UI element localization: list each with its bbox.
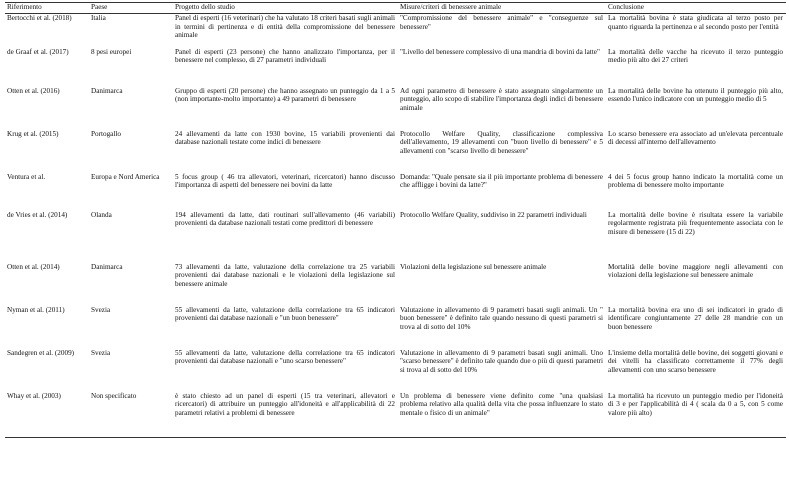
cell-measures: Violazioni della legislazione sul benessere animale (400, 262, 547, 271)
cell-conclusion: Mortalità delle bovine maggiore negli allevamenti con violazioni della legislazione sul benessere animale (608, 262, 783, 280)
cell-design: 55 allevamenti da latte, valutazione della correlazione tra 65 indicatori provenienti dai database nazionali e "uno scarso benessere" (175, 348, 395, 366)
cell-country: 8 pesi europei (91, 47, 132, 56)
header-misure: Misure/criteri di benessere animale (398, 3, 606, 14)
cell-reference: Nyman et al. (2011) (7, 305, 65, 314)
cell-measures: Ad ogni parametro di benessere è stato assegnato singolarmente un punteggio, allo scopo di stabilire l'importanza degli indici di benessere animale (400, 86, 603, 112)
cell-conclusion: La mortalità ha ricevuto un punteggio medio per l'idoneità di 3 e per l'applicabilità di 4 ( scala da 0 a 5, con 5 come valore più alto) (606, 392, 786, 438)
cell-design: 55 allevamenti da latte, valutazione della correlazione tra 65 indicatori provenienti dai database nazionali e "un buon benessere" (175, 305, 395, 323)
header-paese: Paese (89, 3, 173, 14)
cell-measures: Protocollo Welfare Quality, suddiviso in 22 parametri individuali (400, 210, 587, 219)
cell-country: Non specificato (89, 392, 173, 438)
cell-reference: Bertocchi et al. (2018) (7, 14, 72, 22)
header-riferimento: Riferimento (5, 3, 89, 14)
cell-country: Europa e Nord America (91, 172, 160, 181)
cell-country: Italia (91, 14, 106, 22)
cell-conclusion: La mortalità bovina è stata giudicata al terzo posto per quanto riguarda la pertinenza e al secondo posto per l'entità (608, 14, 783, 31)
table-row (5, 48, 786, 87)
cell-design: 194 allevamenti da latte, dati routinari sull'allevamento (46 variabili) provenienti da database nazionali testati come predittori di benessere (175, 210, 395, 228)
cell-country: Danimarca (91, 262, 123, 271)
cell-reference: de Vries et al. (2014) (7, 210, 68, 219)
table-row (5, 130, 786, 173)
cell-design: Gruppo di esperti (20 persone) che hanno assegnato un punteggio da 1 a 5 (non importante-molto importante) a 49 parametri di benessere (175, 86, 395, 104)
cell-measures: Valutazione in allevamento di 9 parametri basati sugli animali. Un " buon benessere" è definito tale quando nessuno di questi parametri si trova al di sotto del 10% (400, 305, 603, 331)
cell-design: Panel di esperti (23 persone) che hanno analizzato l'importanza, per il benessere nel complesso, di 27 parametri individuali (175, 47, 395, 65)
cell-design: 73 allevamenti da latte, valutazione della correlazione tra 25 variabili provenienti dai database nazionali e le violazioni della legislazione sul benessere animale (175, 262, 395, 288)
cell-conclusion: Lo scarso benessere era associato ad un'elevata percentuale di decessi all'interno dell'allevamento (608, 129, 783, 147)
cell-reference: Sandegren et al. (2009) (7, 348, 75, 357)
cell-measures: "Compromissione del benessere animale" e "conseguenze sul benessere" (400, 14, 603, 31)
table-row (5, 87, 786, 130)
cell-conclusion: La mortalità delle bovine ha ottenuto il punteggio più alto, essendo l'unico indicatore con un punteggio medio di 5 (608, 86, 783, 104)
document (5, 2, 786, 438)
cell-design: Panel di esperti (16 veterinari) che ha valutato 18 criteri basati sugli animali in termini di pertinenza e di entità della compromissione del benessere animale (175, 14, 395, 40)
table-row (5, 263, 786, 306)
cell-reference: Whay et al. (2003) (5, 392, 89, 438)
cell-conclusion: L'insieme della mortalità delle bovine, dei soggetti giovani e dei vitelli ha classificato correttamente il 77% degli allevamenti con uno scarso benessere (608, 348, 783, 374)
cell-country: Svezia (91, 348, 111, 357)
cell-reference: Ventura et al. (7, 172, 46, 181)
cell-design: 24 allevamenti da latte con 1930 bovine, 15 variabili provenienti dai database nazionali testate come indici di benessere (175, 129, 395, 147)
table-row (5, 14, 786, 48)
header-progetto: Progetto dello studio (173, 3, 398, 14)
cell-country: Olanda (91, 210, 112, 219)
table-row (5, 306, 786, 349)
cell-reference: Krug et al. (2015) (7, 129, 59, 138)
table-row (5, 173, 786, 211)
cell-design: è stato chiesto ad un panel di esperti (15 tra veterinari, allevatori e ricercatori) di attribuire un punteggio all'idoneità e all'applicabilità di 22 parametri relativi a problemi di benessere (173, 392, 398, 438)
cell-reference: Otten et al. (2016) (7, 86, 60, 95)
cell-conclusion: 4 dei 5 focus group hanno indicato la mortalità come un problema di benessere molto importante (608, 172, 783, 190)
table-row (5, 211, 786, 263)
cell-country: Portogallo (91, 129, 121, 138)
cell-measures: Un problema di benessere viene definito come "una qualsiasi problema relativo alla qualità della vita che possa influenzare lo stato mentale o fisico di un animale" (398, 392, 606, 438)
cell-design: 5 focus group ( 46 tra allevatori, veterinari, ricercatori) hanno discusso l'importanza di aspetti del benessere nei bovini da latte (175, 172, 395, 190)
cell-conclusion: La mortalità bovina era uno di sei indicatori in grado di identificare congiuntamente 27 delle 28 mandrie con un buon benessere (608, 305, 783, 331)
cell-reference: de Graaf et al. (2017) (7, 47, 69, 56)
table-row (5, 392, 786, 438)
cell-country: Danimarca (91, 86, 123, 95)
cell-reference: Otten et al. (2014) (7, 262, 60, 271)
cell-country: Svezia (91, 305, 111, 314)
table-row (5, 349, 786, 392)
table-header-row (5, 3, 786, 14)
cell-measures: Protocollo Welfare Quality, classificazione complessiva dell'allevamento, 19 allevamenti con "buon livello di benessere" e 5 allevamenti con "scarso livello di benessere" (400, 129, 603, 155)
cell-measures: "Livello del benessere complessivo di una mandria di bovini da latte" (400, 47, 600, 56)
cell-measures: Domanda: "Quale pensate sia il più importante problema di benessere che affligge i bovini da latte?" (400, 172, 603, 190)
cell-conclusion: La mortalità delle bovine è risultata essere la variabile regolarmente registrata più frequentemente associata con le misure di benessere (15 di 22) (608, 210, 783, 236)
header-conclusione: Conclusione (606, 3, 786, 14)
studies-table (5, 2, 786, 438)
cell-measures: Valutazione in allevamento di 9 parametri basati sugli animali. Uno "scarso benessere" è definito tale quando due o più di questi parametri si trova al di sotto del 10% (400, 348, 603, 374)
cell-conclusion: La mortalità delle vacche ha ricevuto il terzo punteggio medio più alto dei 27 criteri (608, 47, 783, 65)
